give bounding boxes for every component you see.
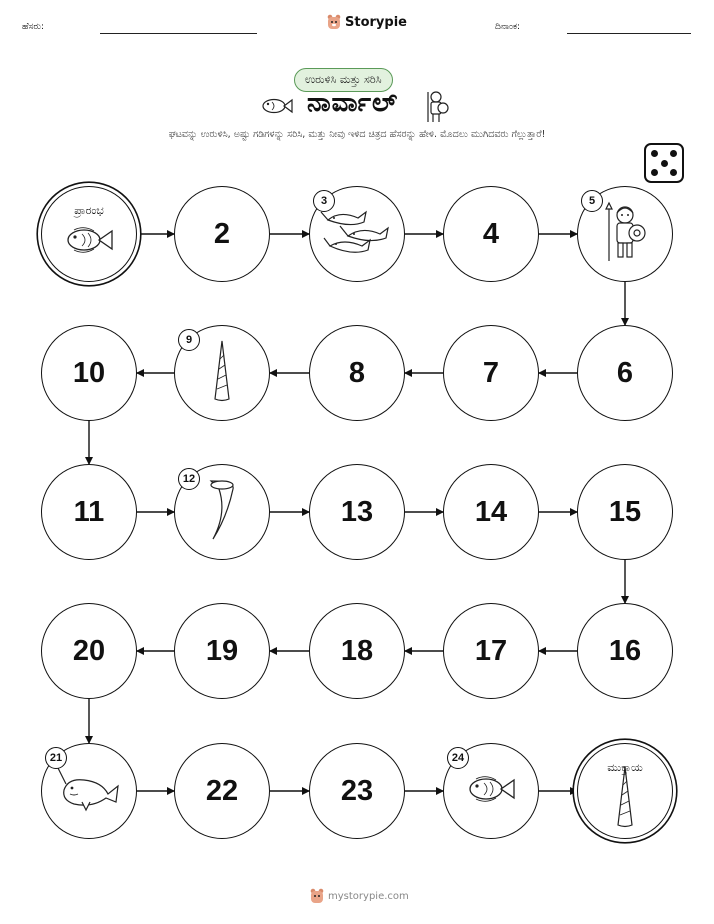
space-2[interactable] [174,186,270,282]
space-number: 20 [72,634,106,667]
flounder-icon [64,225,114,259]
space-24[interactable] [443,743,539,839]
space-13[interactable] [309,464,405,560]
tusk-icon [615,765,635,833]
page-title: ನಾರ್ವಾಲ್ [307,88,399,118]
space-22[interactable] [174,743,270,839]
space-19[interactable] [174,603,270,699]
space-12[interactable] [174,464,270,560]
space-number: 6 [616,356,634,389]
storypie-bear-icon [310,888,324,904]
space-number: 23 [340,774,374,807]
space-number: 7 [482,356,500,389]
space-number: 10 [72,356,106,389]
space-4[interactable] [443,186,539,282]
space-number: 2 [213,217,231,250]
space-number: 17 [474,634,508,667]
space-16[interactable] [577,603,673,699]
footer-url[interactable]: mystorypie.com [328,890,409,902]
space-9[interactable] [174,325,270,421]
space-number: 14 [474,495,508,528]
space-number: 18 [340,634,374,667]
narwhal-icon [56,764,122,818]
instructions: ಘಟವನ್ನು ಉರುಳಿಸಿ, ಅಷ್ಟು ಗಡಿಗಳನ್ನು ಸರಿಸಿ, ಮತ್ತು ನೀವು ಇಳಿದ ಚಿತ್ರದ ಹೆಸರನ್ನು ಹೇಳಿ. ಮೊದಲು ಮುಗಿದವರು ಗೆಲ್ಲುತ್ತಾರೆ! [168,129,546,140]
space-7[interactable] [443,325,539,421]
brand-name: Storypie [345,14,407,30]
space-18[interactable] [309,603,405,699]
space-15[interactable] [577,464,673,560]
start-label: ಪ್ರಾರಂಭ [74,204,104,217]
space-number: 11 [73,495,105,528]
space-start[interactable] [41,186,137,282]
narwhal-pod-icon [320,202,394,266]
finish-label: ಮುಕ್ತಾಯ [607,761,643,774]
space-17[interactable] [443,603,539,699]
space-number: 19 [205,634,239,667]
space-10[interactable] [41,325,137,421]
space-number: 13 [340,495,374,528]
space-number: 4 [482,217,500,250]
space-number: 15 [608,495,642,528]
space-6[interactable] [577,325,673,421]
activity-pill: ಉರುಳಿಸಿ ಮತ್ತು ಸರಿಸಿ [294,68,393,92]
space-20[interactable] [41,603,137,699]
space-14[interactable] [443,464,539,560]
space-number-badge: 24 [447,747,469,769]
space-number: 16 [608,634,642,667]
space-21[interactable] [41,743,137,839]
space-number-badge: 3 [313,190,335,212]
space-5[interactable] [577,186,673,282]
space-number-badge: 12 [178,468,200,490]
horn-icon [205,477,239,547]
space-number-badge: 21 [45,747,67,769]
space-number-badge: 5 [581,190,603,212]
date-label: ದಿನಾಂಕ: [495,22,521,32]
space-number-badge: 9 [178,329,200,351]
space-11[interactable] [41,464,137,560]
flounder-icon [466,774,516,808]
name-label: ಹೆಸರು: [22,22,45,32]
space-3[interactable] [309,186,405,282]
space-number: 8 [348,356,366,389]
space-number: 22 [205,774,239,807]
space-finish[interactable] [577,743,673,839]
space-23[interactable] [309,743,405,839]
space-8[interactable] [309,325,405,421]
viking-icon [603,201,647,267]
footer [310,888,409,904]
tusk-icon [212,339,232,407]
